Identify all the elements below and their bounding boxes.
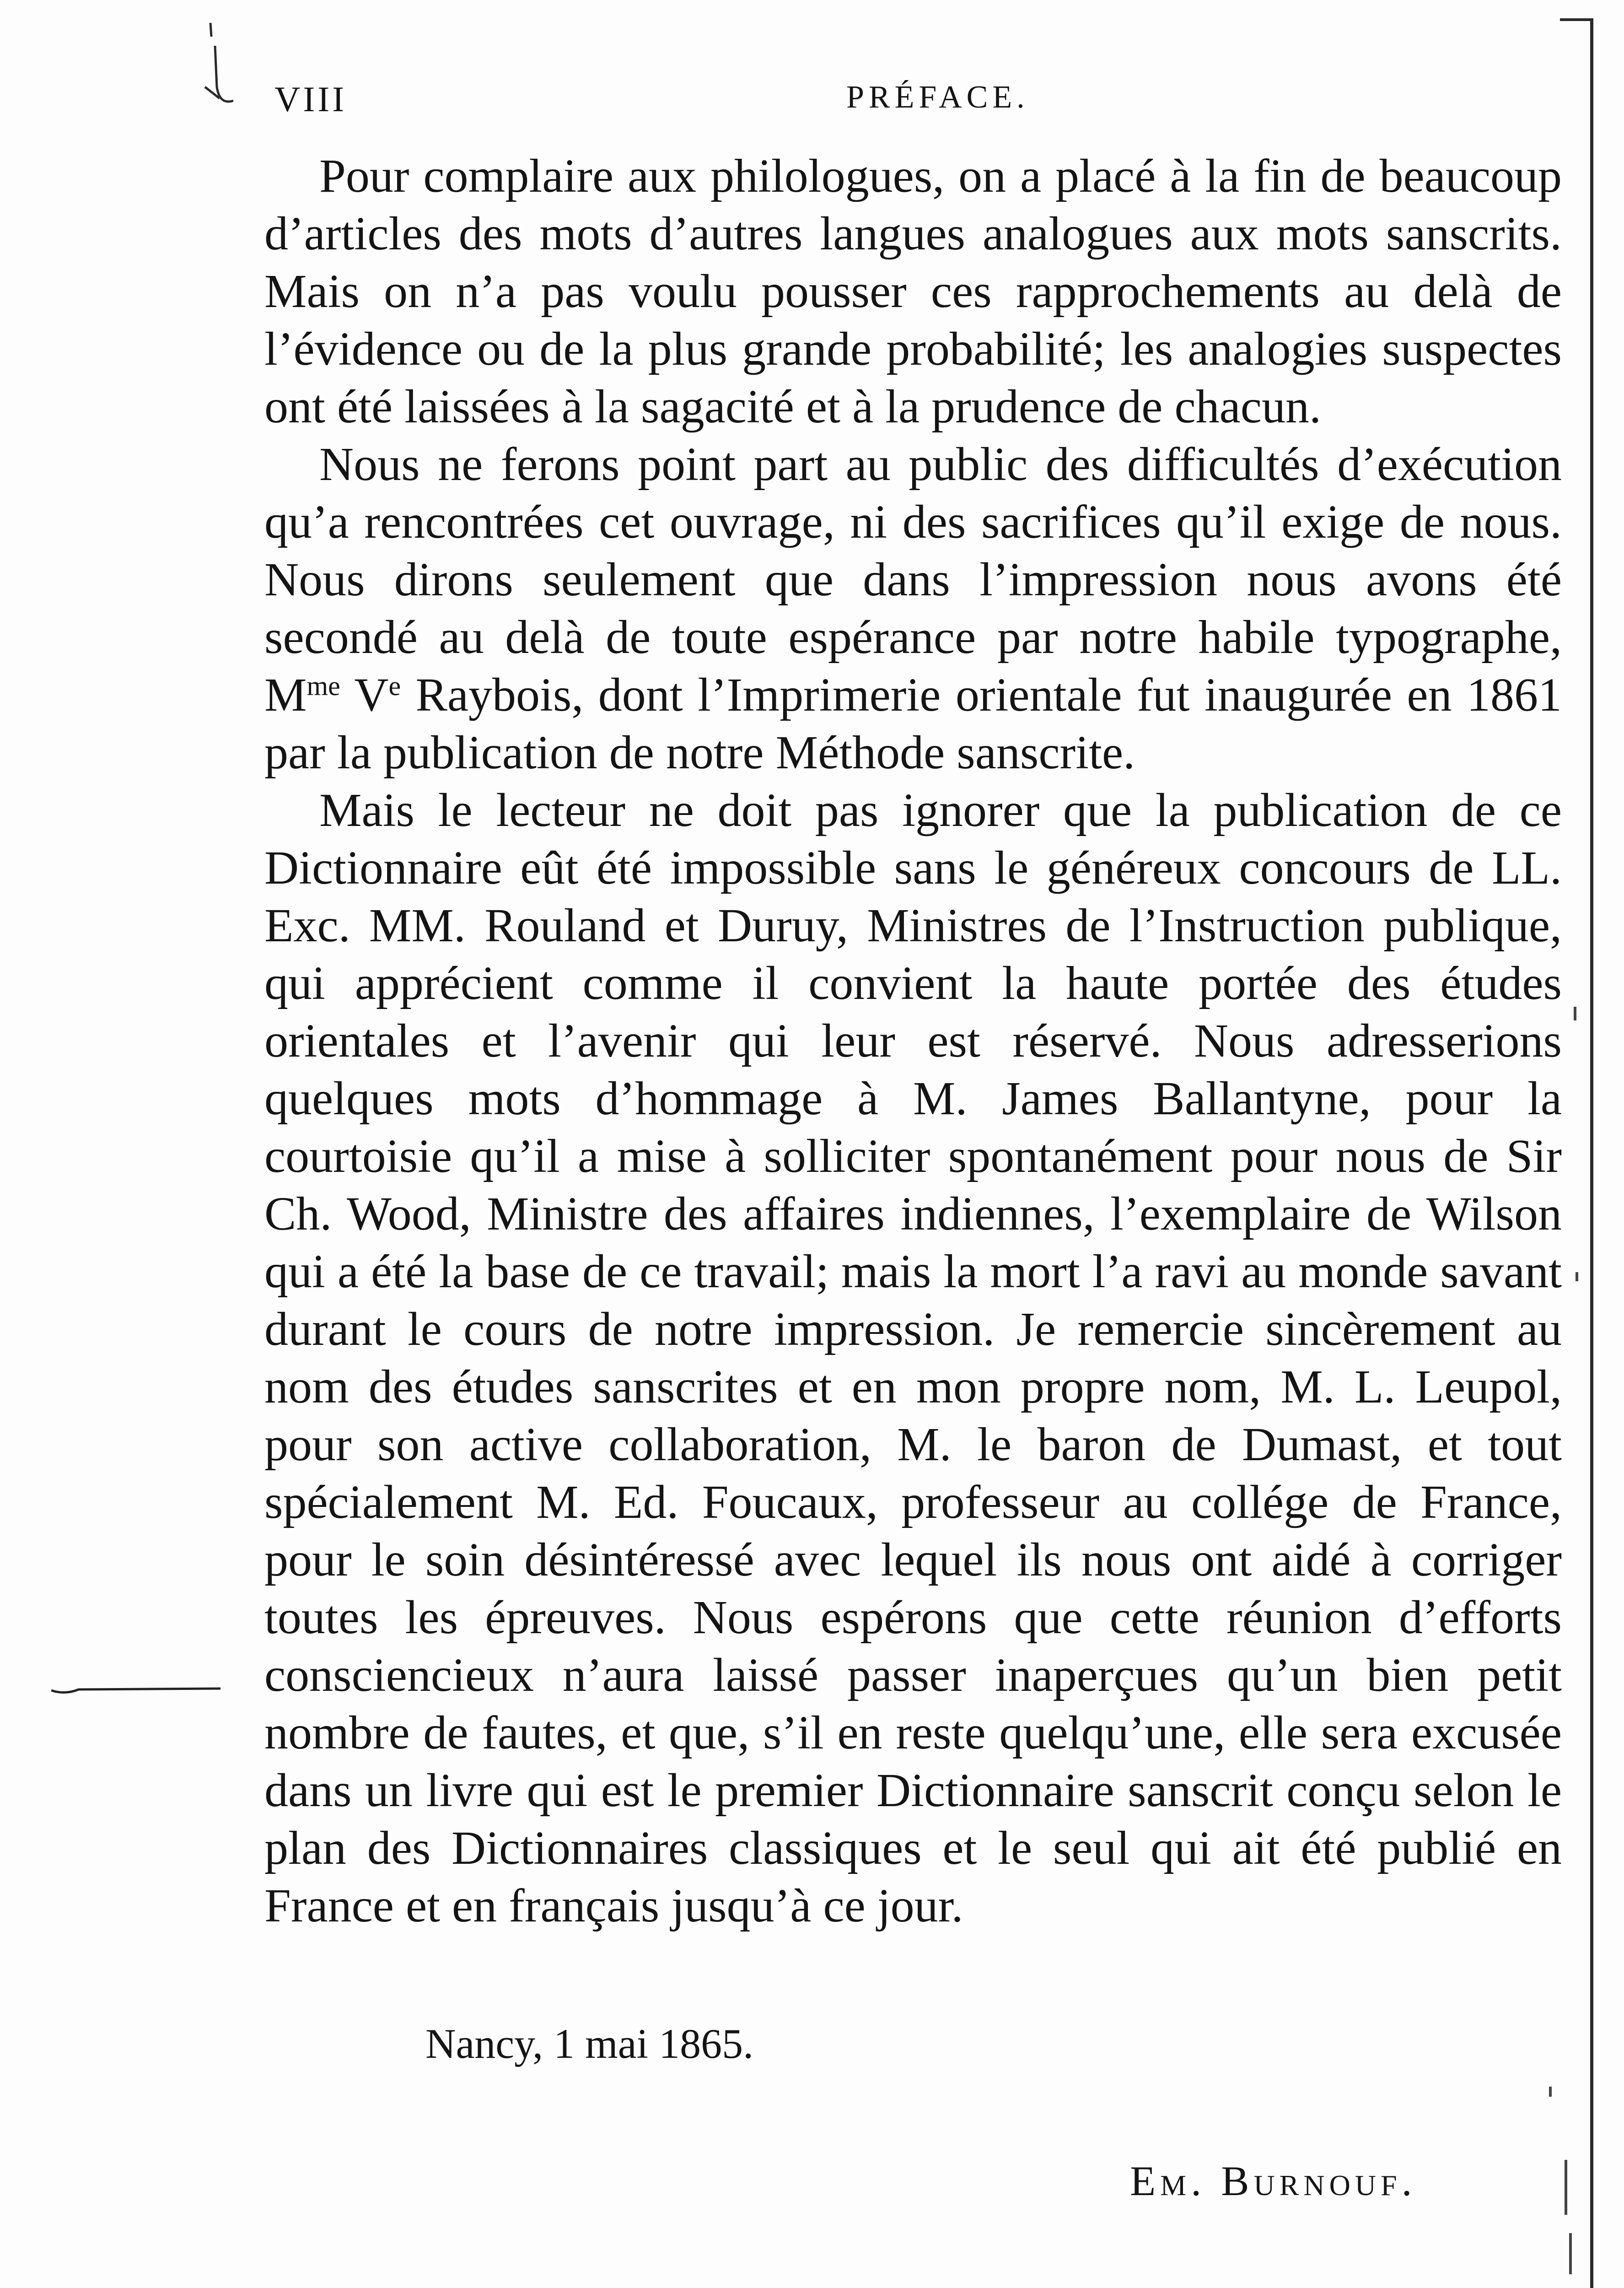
margin-pencil-dash [51, 1684, 220, 1698]
scan-speck [1574, 1007, 1576, 1020]
scan-speck [1549, 2087, 1552, 2097]
scan-speck [1569, 2233, 1572, 2274]
corner-scan-mark [201, 18, 233, 110]
page-folio: VIII [274, 79, 347, 119]
page-edge-line [1590, 18, 1593, 2288]
paragraph-2 [264, 436, 1562, 782]
paragraph-2-text: V [340, 669, 389, 721]
author-signature: Em. Burnouf. [1130, 2158, 1417, 2204]
body-text [264, 147, 1562, 1935]
running-title: PRÉFACE. [846, 80, 1029, 115]
paragraph-2-text: Nous ne ferons point part au public des difficultés d’exécution qu’a rencontrées cet ouvrage, ni des sacrifices qu’il exige de nous. Nous dirons seulement que dans l’impression nous avons été secondé au delà de toute espérance par notre habile typographe, M [264, 438, 1562, 721]
paragraph-2-text: Raybois, dont l’Imprimerie orientale fut inaugurée en 1861 par la publication de notre Méthode sanscrite. [264, 669, 1562, 779]
superscript-e: e [388, 671, 401, 701]
paragraph-3: Mais le lecteur ne doit pas ignorer que la publication de ce Dictionnaire eût été impossible sans le généreux concours de LL. Exc. MM. Rouland et Duruy, Ministres de l’Instruction publique, qui apprécient comme il convient la haute portée des études orientales et l’avenir qui leur est réservé. Nous adresserions quelques mots d’hommage à M. James Ballantyne, pour la courtoisie qu’il a mise à solliciter spontanément pour nous de Sir Ch. Wood, Ministre des affaires indiennes, l’exemplaire de Wilson qui a été la base de ce travail; mais la mort l’a ravi au monde savant durant le cours de notre impression. Je remercie sincèrement au nom des études sanscrites et en mon propre nom, M. L. Leupol, pour son active collaboration, M. le baron de Dumast, et tout spécialement M. Ed. Foucaux, professeur au collége de France, pour le soin désintéressé avec lequel ils nous ont aidé à corriger toutes les épreuves. Nous espérons que cette réunion d’efforts consciencieux n’aura laissé passer inaperçues qu’un bien petit nombre de fautes, et que, s’il en reste quelqu’une, elle sera excusée dans un livre qui est le premier Dictionnaire sanscrit conçu selon le plan des Dictionnaires classiques et le seul qui ait été publié en France et en français jusqu’à ce jour. [264, 784, 1562, 1932]
superscript-me: me [307, 671, 340, 701]
paragraph-1: Pour complaire aux philologues, on a placé à la fin de beaucoup d’articles des mots d’autres langues analogues aux mots sanscrits. Mais on n’a pas voulu pousser ces rapprochements au delà de l’évidence ou de la plus grande probabilité; les analogies suspectes ont été laissées à la sagacité et à la prudence de chacun. [264, 150, 1562, 433]
scan-speck [1576, 1272, 1578, 1281]
dateline: Nancy, 1 mai 1865. [425, 2020, 754, 2067]
corner-scan-mark-right [1560, 18, 1592, 39]
scan-speck [1565, 2160, 1567, 2215]
